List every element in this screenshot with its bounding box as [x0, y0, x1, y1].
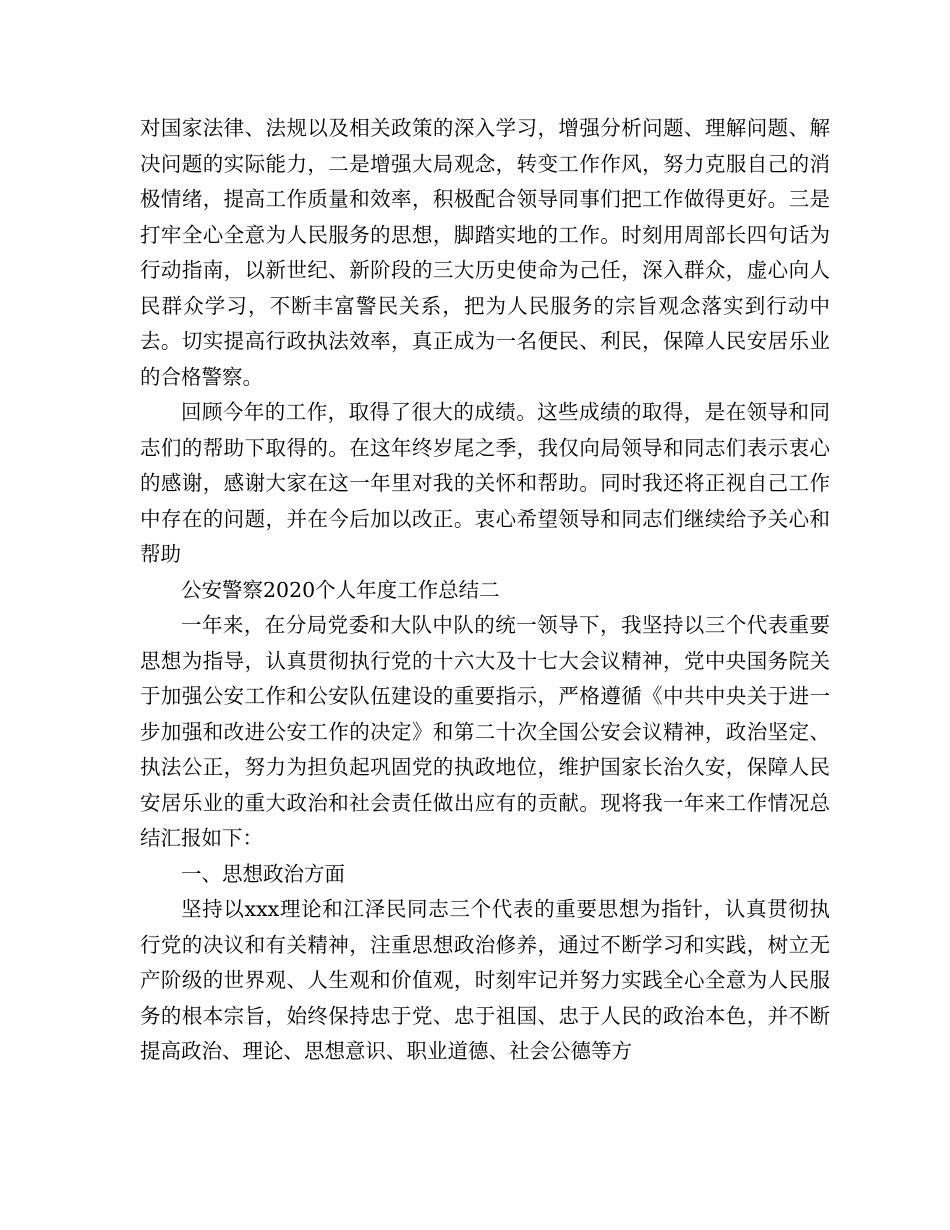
document-body	[140, 111, 830, 1070]
section-heading-ideology: 一、思想政治方面	[181, 861, 345, 886]
paragraph-review: 回顾今年的工作，取得了很大的成绩。这些成绩的取得，是在领导和同志们的帮助下取得的。在这年终岁尾之季，我仅向局领导和同志们表示衷心的感谢，感谢大家在这一年里对我的关怀和帮助。同时我还将正视自己工作中存在的问题，并在今后加以改正。衷心希望领导和同志们继续给予关心和帮助	[140, 400, 830, 566]
section-title: 公安警察2020个人年度工作总结二	[181, 577, 500, 602]
paragraph-ideology: 坚持以xxx理论和江泽民同志三个代表的重要思想为指针，认真贯彻执行党的决议和有关精神，注重思想政治修养，通过不断学习和实践，树立无产阶级的世界观、人生观和价值观，时刻牢记并努力实践全心全意为人民服务的根本宗旨，始终保持忠于党、忠于祖国、忠于人民的政治本色，并不断提高政治、理论、思想意识、职业道德、社会公德等方	[140, 897, 830, 1063]
paragraph-continuation: 对国家法律、法规以及相关政策的深入学习，增强分析问题、理解问题、解决问题的实际能力，二是增强大局观念，转变工作作风，努力克服自己的消极情绪，提高工作质量和效率，积极配合领导同事们把工作做得更好。三是打牢全心全意为人民服务的思想，脚踏实地的工作。时刻用周部长四句话为行动指南，以新世纪、新阶段的三大历史使命为己任，深入群众，虚心向人民群众学习，不断丰富警民关系，把为人民服务的宗旨观念落实到行动中去。切实提高行政执法效率，真正成为一名便民、利民，保障人民安居乐业的合格警察。	[140, 116, 830, 389]
paragraph-intro: 一年来，在分局党委和大队中队的统一领导下，我坚持以三个代表重要思想为指导，认真贯彻执行党的十六大及十七大会议精神，党中央国务院关于加强公安工作和公安队伍建设的重要指示，严格遵循《中共中央关于进一步加强和改进公安工作的决定》和第二十次全国公安会议精神，政治坚定、执法公正，努力为担负起巩固党的执政地位，维护国家长治久安，保障人民安居乐业的重大政治和社会责任做出应有的贡献。现将我一年来工作情况总结汇报如下：	[140, 613, 830, 850]
